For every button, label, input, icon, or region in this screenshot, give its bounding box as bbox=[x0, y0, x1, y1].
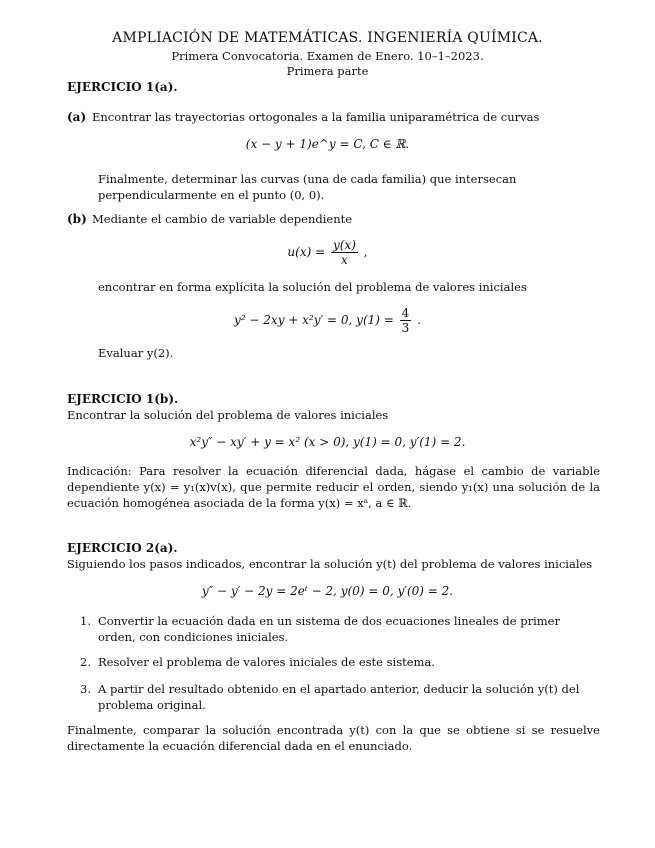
fraction-2 bbox=[400, 306, 412, 335]
fraction-2-numerator: 4 bbox=[401, 306, 410, 320]
ej2a-item-text: Resolver el problema de valores iniciales de este sistema. bbox=[98, 655, 435, 669]
ej1a-part-b-label: (b) bbox=[67, 212, 87, 226]
eq-lhs: u(x) = bbox=[287, 245, 326, 259]
ej1b-hint: Indicación: Para resolver la ecuación diferencial dada, hágase el cambio de variable dependiente y(x) = y₁(x)v(x), que permite reducir el orden, siendo y₁(x) una solución de la ecuación homogénea asociada de la forma y(x) = xᵃ, a ∈ ℝ. bbox=[67, 464, 600, 510]
ej1a-part-b-equation bbox=[0, 238, 655, 267]
ej1b-heading: EJERCICIO 1(b). bbox=[67, 392, 179, 406]
ej2a-item-text: A partir del resultado obtenido en el apartado anterior, deducir la solución y(t) del problema original. bbox=[98, 682, 580, 712]
fraction-numerator: y(x) bbox=[332, 238, 356, 252]
ej2a-item bbox=[80, 654, 600, 670]
ej2a-item bbox=[80, 681, 600, 713]
ej2a-item-number: 1. bbox=[80, 614, 91, 628]
ej2a-item-text: Convertir la ecuación dada en un sistema de dos ecuaciones lineales de primer orden, con condiciones iniciales. bbox=[98, 614, 560, 644]
ej1b-text: Encontrar la solución del problema de valores iniciales bbox=[67, 408, 389, 422]
ej1a-part-b-equation-2 bbox=[0, 306, 655, 335]
ej2a-final: Finalmente, comparar la solución encontrada y(t) con la que se obtiene si se resuelve directamente la ecuación diferencial dada en el enunciado. bbox=[67, 723, 600, 753]
ej1a-part-b-eval: Evaluar y(2). bbox=[98, 346, 174, 360]
ej2a-text: Siguiendo los pasos indicados, encontrar la solución y(t) del problema de valores iniciales bbox=[67, 557, 593, 571]
exam-title: AMPLIACIÓN DE MATEMÁTICAS. INGENIERÍA QUÍMICA. bbox=[112, 30, 543, 46]
ej1a-part-a-follow: Finalmente, determinar las curvas (una de cada familia) que intersecan perpendicularmente en el punto (0, 0). bbox=[98, 172, 517, 202]
fraction bbox=[331, 238, 358, 267]
eq-tail: , bbox=[363, 245, 368, 259]
eq2-tail: . bbox=[417, 313, 421, 327]
ej2a-item-number: 2. bbox=[80, 655, 91, 669]
ej1a-part-b-follow: encontrar en forma explícita la solución del problema de valores iniciales bbox=[98, 280, 527, 294]
ej2a-equation: y″ − y′ − 2y = 2eᵗ − 2, y(0) = 0, y′(0) = 2. bbox=[201, 584, 454, 598]
eq2-lhs: y² − 2xy + x²y′ = 0, y(1) = bbox=[234, 313, 394, 327]
exam-subtitle: Primera Convocatoria. Examen de Enero. 10–1–2023. bbox=[171, 49, 484, 63]
ej1b-equation: x²y″ − xy′ + y = x² (x > 0), y(1) = 0, y′(1) = 2. bbox=[189, 435, 466, 449]
exam-part: Primera parte bbox=[286, 64, 369, 78]
ej2a-heading: EJERCICIO 2(a). bbox=[67, 541, 178, 555]
ej2a-item-number: 3. bbox=[80, 682, 91, 696]
fraction-denominator: x bbox=[341, 253, 348, 267]
ej1a-part-a-text: Encontrar las trayectorias ortogonales a la familia uniparamétrica de curvas bbox=[92, 110, 540, 124]
ej2a-item bbox=[80, 613, 600, 645]
ej1a-part-b-text: Mediante el cambio de variable dependiente bbox=[92, 212, 353, 226]
ej1a-part-a-label: (a) bbox=[67, 110, 87, 124]
fraction-2-denominator: 3 bbox=[401, 321, 410, 335]
ej1a-part-a-equation: (x − y + 1)e^y = C, C ∈ ℝ. bbox=[245, 137, 410, 151]
ej1a-heading: EJERCICIO 1(a). bbox=[67, 80, 178, 94]
